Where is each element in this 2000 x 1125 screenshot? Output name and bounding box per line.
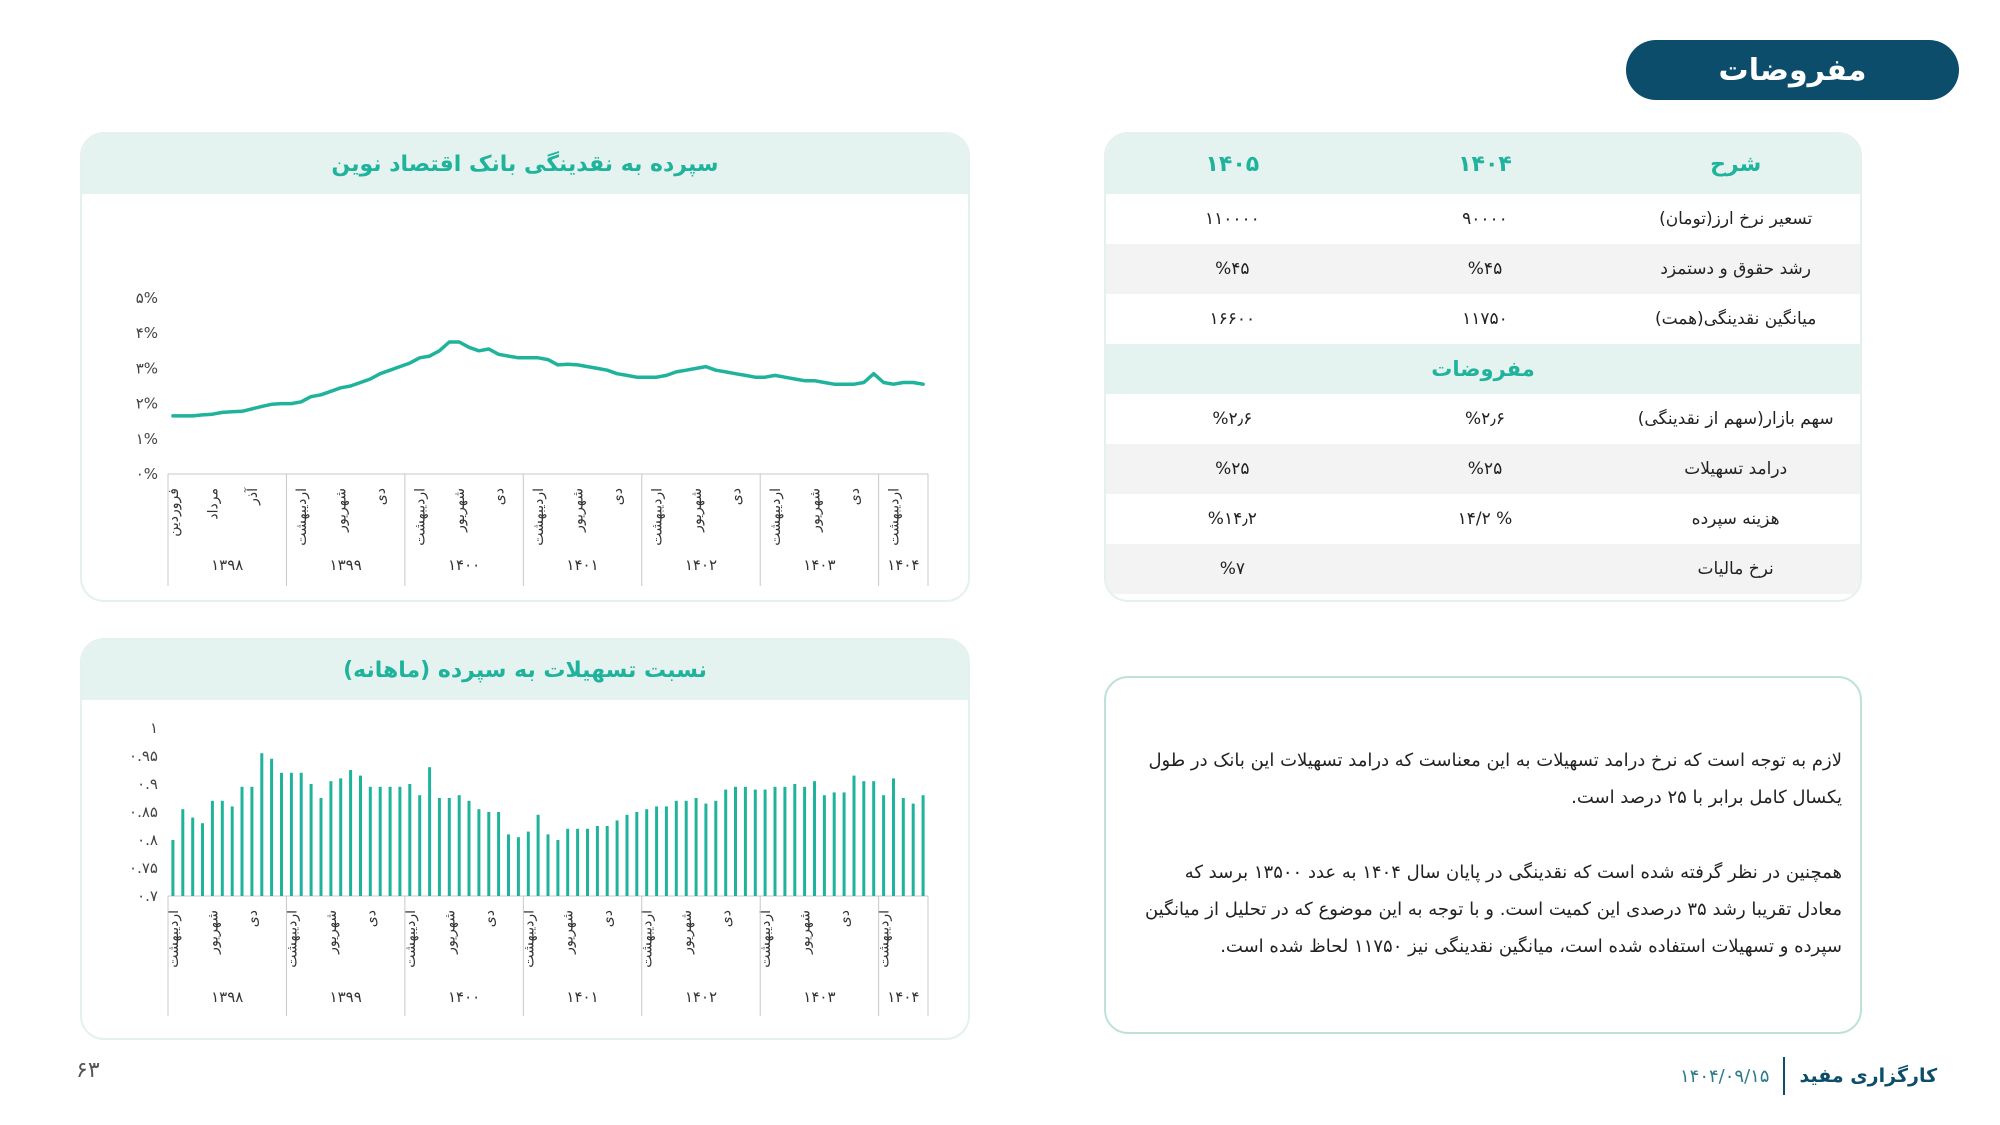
bar — [803, 787, 806, 896]
x-month-label: شهریور — [560, 910, 577, 954]
bar — [902, 798, 905, 896]
bar — [862, 781, 865, 896]
footer — [1680, 1056, 1937, 1096]
row-value-1405: %۲٫۶ — [1212, 409, 1253, 429]
y-tick-label: ۱% — [135, 429, 158, 448]
bar — [359, 776, 362, 896]
bar — [665, 806, 668, 896]
bar — [547, 834, 550, 896]
bar — [566, 829, 569, 896]
x-year-label: ۱۴۰۴ — [887, 556, 920, 574]
x-month-label: شهریور — [797, 910, 814, 954]
x-month-label: شهریور — [570, 487, 587, 532]
table-header-1404: ۱۴۰۴ — [1458, 151, 1512, 177]
bar — [774, 787, 777, 896]
row-value-1405: %۲۵ — [1215, 459, 1250, 479]
bar — [487, 812, 490, 896]
x-month-label: اردیبهشت — [886, 488, 903, 546]
bar — [329, 781, 332, 896]
bar — [507, 834, 510, 896]
x-month-label: شهریور — [205, 910, 222, 954]
table-row — [1106, 394, 1860, 444]
footer-brand: کارگزاری مفید — [1799, 1065, 1938, 1087]
bar — [872, 781, 875, 896]
table-row — [1106, 194, 1860, 244]
x-month-label: اردیبهشت — [649, 488, 666, 546]
x-month-label: دی — [610, 488, 627, 506]
bar — [586, 829, 589, 896]
row-value-1405: %۷ — [1219, 559, 1245, 579]
row-label: درامد تسهیلات — [1684, 459, 1788, 479]
row-label: نرخ مالیات — [1697, 559, 1774, 579]
row-value-1405: %۴۵ — [1215, 259, 1250, 279]
row-label: رشد حقوق و دستمزد — [1660, 259, 1811, 279]
row-value-1404: ۹۰۰۰۰ — [1462, 209, 1508, 229]
bar — [675, 801, 678, 896]
x-month-label: فروردین — [165, 488, 182, 537]
bar — [655, 806, 658, 896]
x-month-label: دی — [363, 910, 380, 928]
x-year-label: ۱۳۹۸ — [211, 556, 244, 574]
x-month-label: شهریور — [333, 488, 350, 532]
bar — [310, 784, 313, 896]
bar — [537, 815, 540, 896]
x-year-label: ۱۴۰۲ — [684, 988, 718, 1006]
x-month-label: اردیبهشت — [412, 488, 429, 546]
row-label: هزینه سپرده — [1691, 509, 1780, 529]
bar — [280, 773, 283, 896]
x-month-label: اردیبهشت — [639, 910, 656, 968]
bar — [468, 801, 471, 896]
x-month-label: شهریور — [807, 488, 824, 532]
bar — [793, 784, 796, 896]
bar — [833, 792, 836, 896]
bar — [389, 787, 392, 896]
bar — [438, 798, 441, 896]
note-paragraph-1: لازم به توجه است که نرخ درامد تسهیلات به این معناست که درامد تسهیلات این بانک در طول یکسال کامل برابر با ۲۵ درصد است. — [1148, 750, 1842, 808]
x-month-label: دی — [244, 910, 261, 928]
assumptions-table — [1104, 132, 1862, 602]
table-row — [1106, 294, 1860, 344]
bar — [221, 801, 224, 896]
x-month-label: دی — [481, 910, 498, 928]
table-header-desc: شرح — [1710, 151, 1762, 177]
x-year-label: ۱۴۰۳ — [803, 988, 836, 1006]
bar — [497, 812, 500, 896]
x-year-label: ۱۴۰۰ — [447, 988, 481, 1006]
x-month-label: اردیبهشت — [284, 910, 301, 968]
bar — [250, 787, 253, 896]
note-paragraph-2: همچنین در نظر گرفته شده است که نقدینگی در پایان سال ۱۴۰۴ به عدد ۱۳۵۰۰ برسد که معادل تقریبا رشد ۳۵ درصدی این کمیت است. و با توجه به این موضوع که در تحلیل از میانگین سپرده و تسهیلات استفاده شده است، میانگین نقدینگی نیز ۱۱۷۵۰ لحاظ شده است. — [1144, 862, 1842, 957]
bar — [369, 787, 372, 896]
bar — [300, 773, 303, 896]
bar — [734, 787, 737, 896]
row-value-1404: %۴۵ — [1467, 259, 1503, 279]
x-month-label: آذر — [244, 488, 261, 505]
bar — [645, 809, 648, 896]
row-value-1405: ۱۶۶۰۰ — [1209, 309, 1256, 329]
x-month-label: شهریور — [679, 910, 696, 954]
footer-divider — [1783, 1057, 1785, 1095]
bar — [398, 787, 401, 896]
row-label: میانگین نقدینگی(همت) — [1654, 309, 1817, 329]
x-year-label: ۱۴۰۳ — [803, 556, 836, 574]
bar — [418, 795, 421, 896]
y-tick-label: ۰.۷۵ — [129, 859, 158, 877]
bar-chart — [82, 700, 968, 1038]
bar — [853, 776, 856, 896]
row-value-1405: %۱۴٫۲ — [1207, 509, 1257, 529]
bar — [408, 784, 411, 896]
row-value-1404: % ۱۴/۲ — [1457, 509, 1513, 529]
y-tick-label: ۰.۸۵ — [129, 803, 158, 821]
x-month-label: شهریور — [452, 488, 469, 532]
table-row — [1106, 494, 1860, 544]
x-month-label: اردیبهشت — [521, 910, 538, 968]
x-month-label: دی — [491, 488, 508, 506]
bar — [260, 753, 263, 896]
bar — [270, 759, 273, 896]
x-month-label: اردیبهشت — [402, 910, 419, 968]
y-tick-label: ۰.۷ — [137, 887, 158, 905]
x-month-label: شهریور — [442, 910, 459, 954]
bar — [606, 826, 609, 896]
x-month-label: دی — [728, 488, 745, 506]
bar — [783, 787, 786, 896]
row-label: سهم بازار(سهم از نقدینگی) — [1637, 409, 1834, 429]
note-box — [1104, 676, 1862, 1034]
x-month-label: دی — [600, 910, 617, 928]
bar — [912, 804, 915, 896]
bar — [704, 804, 707, 896]
x-month-label: اردیبهشت — [531, 488, 548, 546]
row-label: تسعیر نرخ ارز(تومان) — [1659, 209, 1813, 229]
x-month-label: دی — [718, 910, 735, 928]
row-value-1405: ۱۱۰۰۰۰ — [1204, 209, 1260, 229]
bar — [448, 798, 451, 896]
bar — [823, 795, 826, 896]
bar — [191, 818, 194, 896]
x-month-label: اردیبهشت — [768, 488, 785, 546]
x-year-label: ۱۴۰۰ — [447, 556, 481, 574]
bar — [379, 787, 382, 896]
bar — [211, 801, 214, 896]
table-header-row — [1106, 134, 1860, 194]
table-subheader — [1106, 344, 1860, 394]
bar — [922, 795, 925, 896]
line-chart — [82, 194, 968, 600]
table-row — [1106, 444, 1860, 494]
table-row — [1106, 244, 1860, 294]
chart-title: سپرده به نقدینگی بانک اقتصاد نوین — [82, 134, 968, 194]
x-month-label: اردیبهشت — [165, 910, 182, 968]
bar — [744, 787, 747, 896]
page-number: ۶۳ — [76, 1058, 100, 1083]
row-value-1404 — [1359, 544, 1612, 594]
loan-deposit-ratio-chart-card — [80, 638, 970, 1040]
bar — [635, 812, 638, 896]
y-tick-label: ۵% — [135, 289, 158, 307]
bar — [201, 823, 204, 896]
bar — [517, 837, 520, 896]
footer-date: ۱۴۰۴/۰۹/۱۵ — [1680, 1065, 1770, 1087]
bar — [171, 840, 174, 896]
bar — [724, 790, 727, 896]
bar — [320, 798, 323, 896]
bar — [339, 778, 342, 896]
x-year-label: ۱۴۰۲ — [684, 556, 718, 574]
bar — [754, 790, 757, 896]
bar — [813, 781, 816, 896]
x-month-label: شهریور — [689, 488, 706, 532]
bar — [616, 820, 619, 896]
y-tick-label: ۴% — [135, 324, 158, 343]
bar — [843, 792, 846, 896]
bar — [764, 790, 767, 896]
y-tick-label: ۳% — [135, 359, 158, 378]
bar — [428, 767, 431, 896]
bar — [556, 840, 559, 896]
x-month-label: اردیبهشت — [294, 488, 311, 546]
page-title: مفروضات — [1626, 40, 1959, 100]
x-year-label: ۱۳۹۹ — [329, 988, 362, 1006]
bar — [596, 826, 599, 896]
y-tick-label: ۰.۹ — [137, 775, 158, 793]
x-month-label: دی — [373, 488, 390, 506]
x-year-label: ۱۳۹۸ — [211, 988, 244, 1006]
bar — [290, 773, 293, 896]
x-month-label: شهریور — [323, 910, 340, 954]
bar — [685, 801, 688, 896]
bar — [576, 829, 579, 896]
y-tick-label: ۱ — [149, 719, 158, 737]
bar — [714, 801, 717, 896]
table-subheader-label: مفروضات — [1431, 357, 1535, 381]
bar — [349, 770, 352, 896]
x-year-label: ۱۴۰۱ — [566, 988, 599, 1006]
y-tick-label: ۲% — [135, 394, 158, 413]
bar — [241, 787, 244, 896]
row-value-1404: %۲۵ — [1467, 459, 1503, 479]
bar — [181, 809, 184, 896]
chart-title: نسبت تسهیلات به سپرده (ماهانه) — [82, 640, 968, 700]
x-year-label: ۱۳۹۹ — [329, 556, 362, 574]
x-month-label: اردیبهشت — [876, 910, 893, 968]
bar — [477, 809, 480, 896]
table-header-1405: ۱۴۰۵ — [1205, 151, 1260, 177]
x-month-label: دی — [837, 910, 854, 928]
x-year-label: ۱۴۰۴ — [887, 988, 920, 1006]
x-month-label: اردیبهشت — [758, 910, 775, 968]
x-year-label: ۱۴۰۱ — [566, 556, 599, 574]
row-value-1404: %۲٫۶ — [1465, 409, 1505, 429]
y-tick-label: ۰.۹۵ — [129, 747, 158, 765]
bar — [231, 806, 234, 896]
table-row — [1106, 544, 1860, 594]
y-tick-label: ۰% — [135, 465, 158, 483]
series-line — [173, 342, 923, 416]
bar — [695, 798, 698, 896]
row-value-1404: ۱۱۷۵۰ — [1462, 309, 1508, 329]
bar — [527, 832, 530, 896]
bar — [892, 778, 895, 896]
deposit-liquidity-chart-card — [80, 132, 970, 602]
y-tick-label: ۰.۸ — [137, 831, 158, 849]
bar — [458, 795, 461, 896]
bar — [882, 795, 885, 896]
bar — [626, 815, 629, 896]
x-month-label: دی — [846, 488, 863, 506]
x-month-label: مرداد — [205, 488, 222, 520]
